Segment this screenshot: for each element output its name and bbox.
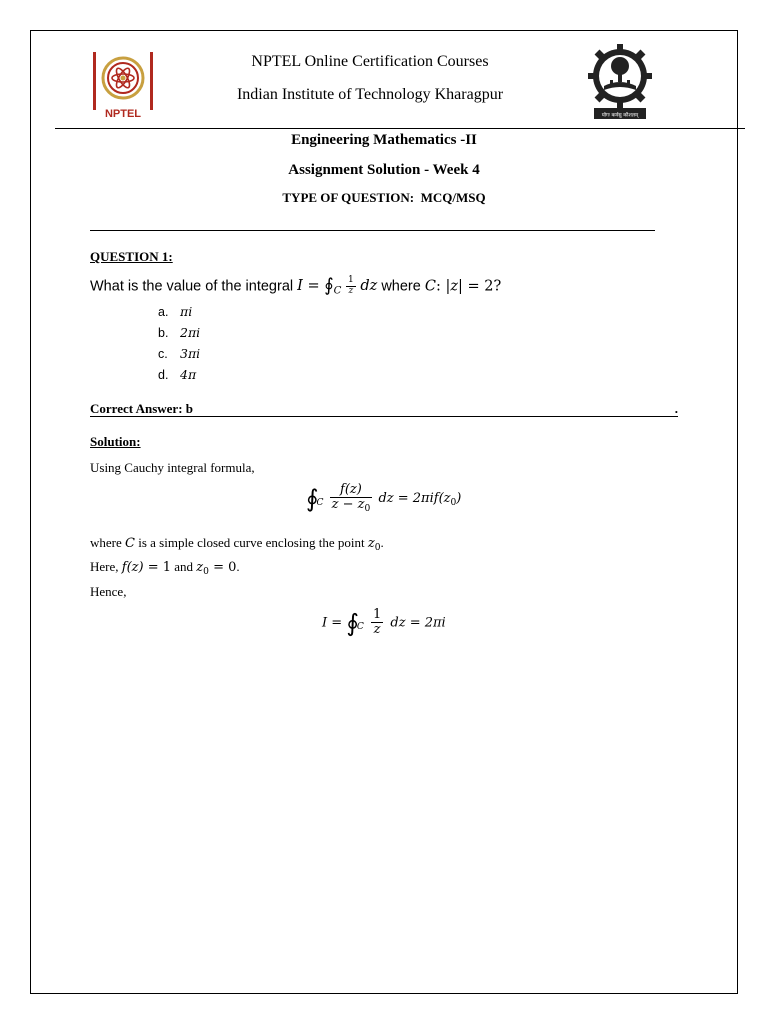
course-title: Engineering Mathematics -II [291, 132, 477, 148]
correct-answer-label: Correct Answer: b [90, 401, 194, 416]
iit-kharagpur-seal [584, 42, 656, 122]
solution-line-4: Hence, [90, 584, 127, 599]
option-c[interactable] [158, 346, 200, 362]
option-c-value: 3πi [180, 346, 201, 361]
assignment-title: Assignment Solution - Week 4 [288, 162, 480, 178]
option-b[interactable] [158, 325, 200, 341]
solution-line-3-and: and [174, 559, 194, 574]
option-c-letter: c. [158, 347, 168, 361]
correct-answer-row [90, 401, 678, 417]
nptel-logo [90, 50, 156, 120]
solution-heading: Solution: [90, 434, 141, 449]
option-b-letter: b. [158, 326, 169, 340]
cauchy-formula: $∮_C$ $\frac{f(z)}{z - z_0}$ dz = $2\pi if(z_0)$ [306, 482, 462, 515]
option-b-value: 2πi [180, 325, 201, 340]
question-integral: $I = ∮_C$ $\frac{1}{z}$ dz [297, 275, 378, 297]
solution-line-2: where C is a simple closed curve enclosing the point $z_0$. [90, 535, 384, 554]
header-line-2: Indian Institute of Technology Kharagpur [236, 86, 504, 103]
correct-answer-end: . [674, 401, 678, 416]
option-d[interactable] [158, 367, 196, 383]
option-a-value: πi [180, 304, 193, 319]
nptel-logo-label: NPTEL [104, 108, 142, 120]
solution-line-3-prefix: Here, [90, 559, 119, 574]
option-d-letter: d. [158, 368, 169, 382]
title-rule [90, 230, 655, 231]
option-d-value: 4π [180, 367, 197, 382]
question-type: TYPE OF QUESTION: MCQ/MSQ [282, 190, 486, 205]
header-line-1: NPTEL Online Certification Courses [251, 53, 489, 70]
option-a-letter: a. [158, 305, 169, 319]
solution-line-1: Using Cauchy integral formula, [90, 460, 255, 475]
final-integral: $I = ∮_C$ $\frac{1}{z}$ dz = 2πi [322, 607, 446, 638]
question-text-where: where [381, 278, 421, 295]
question-text [90, 276, 501, 297]
option-a[interactable] [158, 304, 192, 320]
question-text-prefix: What is the value of the integral [90, 278, 294, 295]
seal-motto: योगः कर्मसु कौशलम् [601, 112, 639, 119]
question-contour: C: |z| = 2? [424, 278, 502, 295]
question-heading: QUESTION 1: [90, 249, 173, 264]
solution-line-2-prefix: where [90, 535, 122, 550]
header-rule [55, 128, 745, 129]
solution-line-3: Here, f(z) = 1 and $z_0 = 0$. [90, 559, 240, 578]
solution-line-2-mid: is a simple closed curve enclosing the point [138, 535, 365, 550]
